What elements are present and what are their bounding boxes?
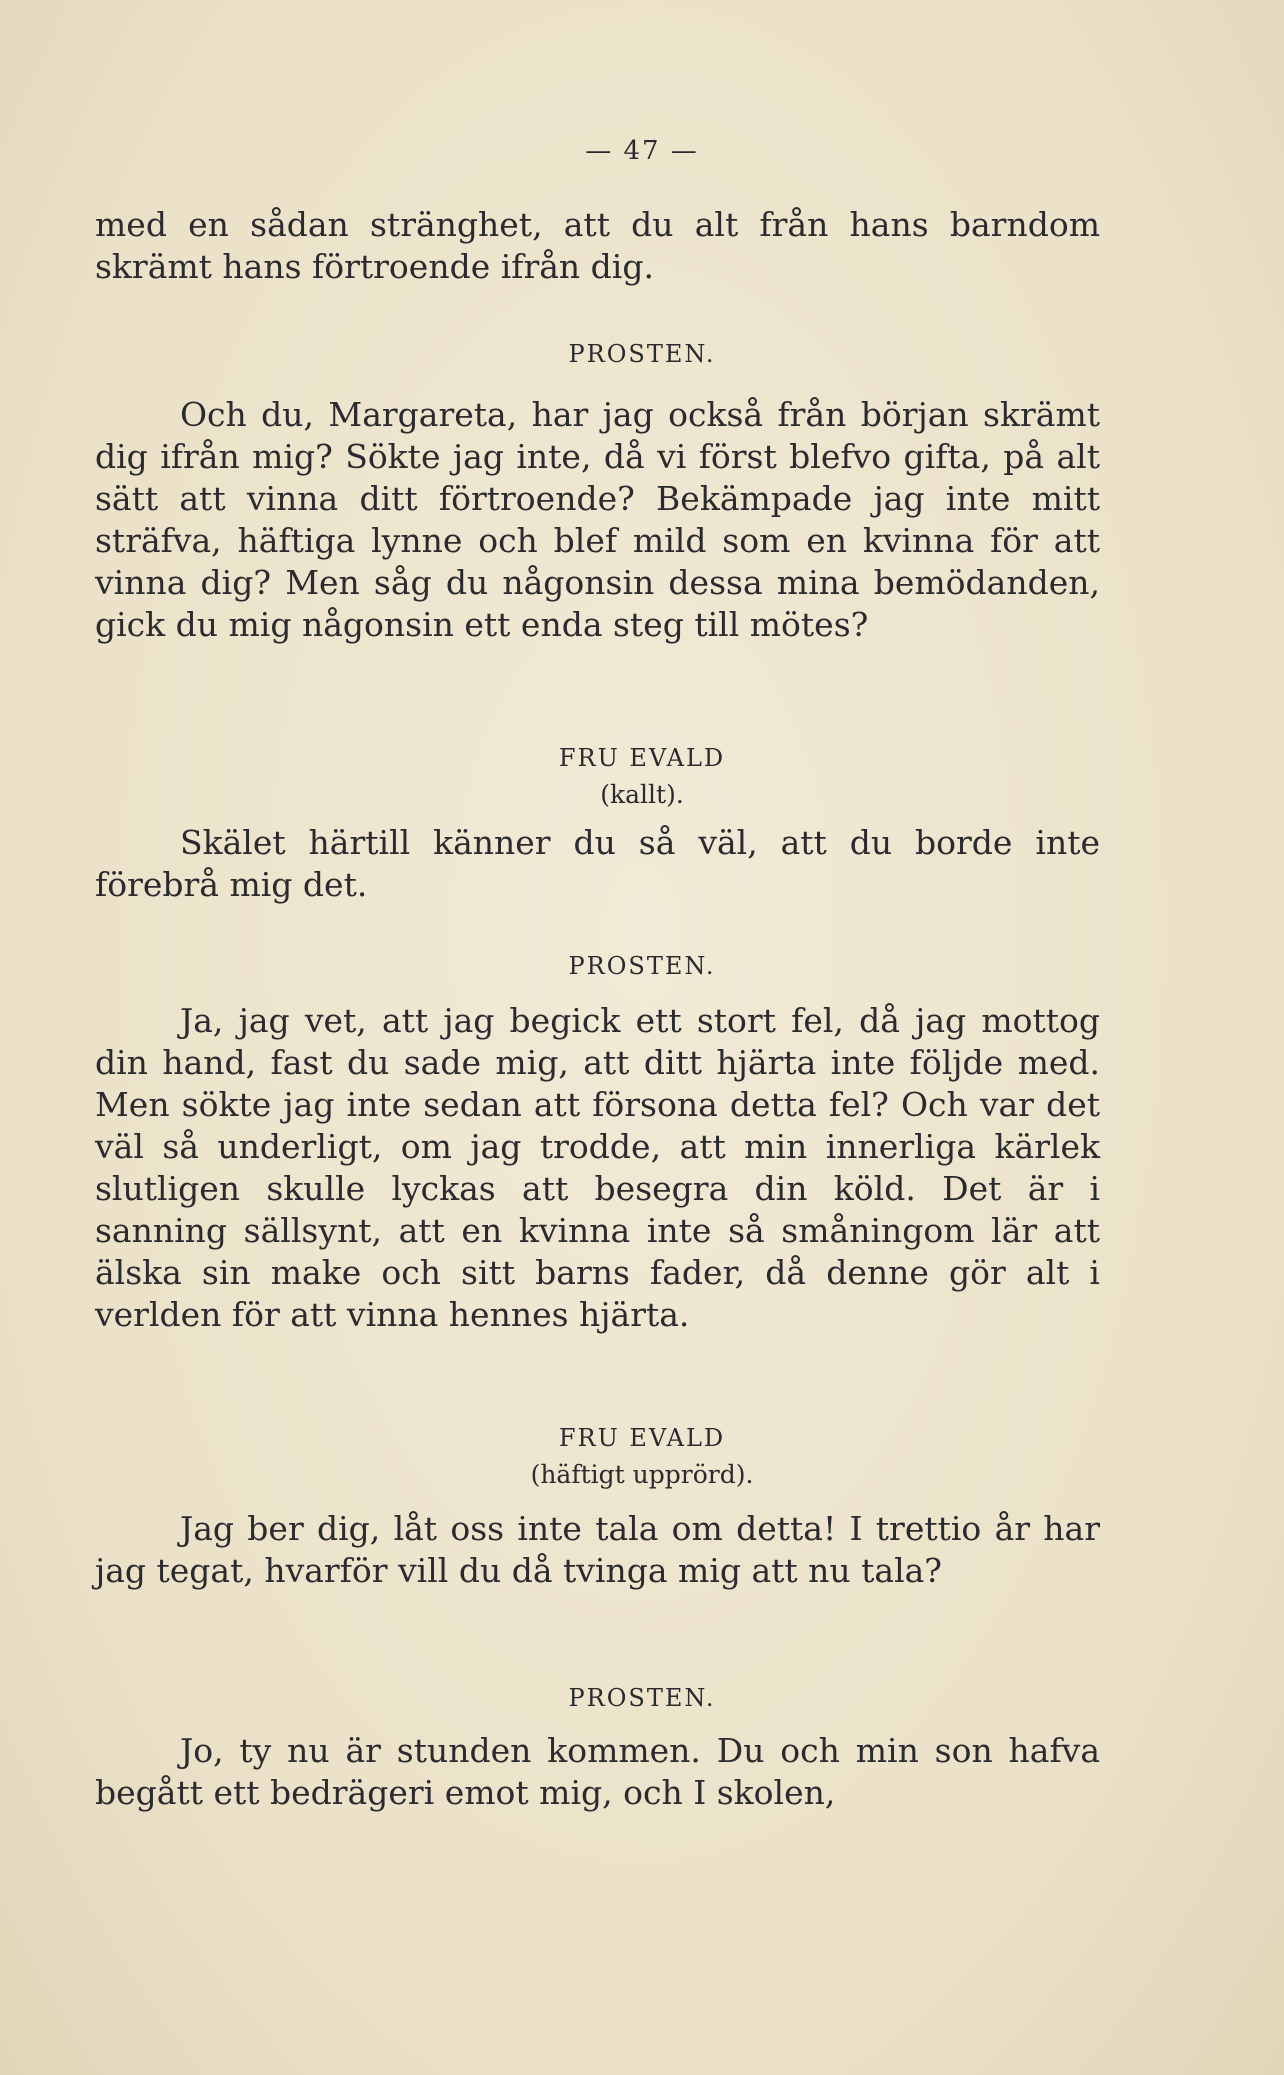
paragraph-text: Och du, Margareta, har jag också från början skrämt dig ifrån mig? Sökte jag inte, då vi först blefvo gifta, på alt sätt att vinna ditt förtroende? Bekämpade jag inte mitt sträfva, häftiga lynne och blef mild som en kvinna för att vinna dig? Men såg du någonsin dessa mina bemödanden, gick du mig någonsin ett enda steg till mötes? [95,395,1100,644]
stage-direction: (kallt). [600,780,684,809]
paragraph-prosten-3 [95,1730,1100,1814]
speaker-fru-evald: FRU EVALD [558,1424,726,1452]
paragraph-fru-evald-1 [95,822,1100,906]
speaker-prosten: PROSTEN. [568,952,716,980]
paragraph-text: Jag ber dig, låt oss inte tala om detta! I trettio år har jag tegat, hvarför vill du då tvinga mig att nu tala? [95,1509,1100,1590]
speaker-prosten: PROSTEN. [568,1684,716,1712]
paragraph-text: med en sådan stränghet, att du alt från hans barndom skrämt hans förtroende ifrån dig. [95,205,1100,286]
stage-direction: (häftigt upprörd). [530,1460,754,1489]
paragraph-continuation [95,204,1100,288]
paragraph-prosten-1 [95,394,1100,646]
paragraph-text: Ja, jag vet, att jag begick ett stort fel, då jag mottog din hand, fast du sade mig, att ditt hjärta inte följde med. Men sökte jag inte sedan att försona detta fel? Och var det väl så underligt, om jag trodde, att min innerliga kärlek slutligen skulle lyckas att besegra din köld. Det är i sanning sällsynt, att en kvinna inte så småningom lär att älska sin make och sitt barns fader, då denne gör alt i verlden för att vinna hennes hjärta. [95,1001,1100,1334]
paragraph-prosten-2 [95,1000,1100,1336]
paragraph-text: Skälet härtill känner du så väl, att du borde inte förebrå mig det. [95,823,1100,904]
paragraph-fru-evald-2 [95,1508,1100,1592]
speaker-fru-evald: FRU EVALD [558,744,726,772]
page-number: — 47 — [585,136,699,166]
speaker-prosten: PROSTEN. [568,340,716,368]
paragraph-text: Jo, ty nu är stunden kommen. Du och min son hafva begått ett bedrägeri emot mig, och I skolen, [95,1731,1100,1812]
